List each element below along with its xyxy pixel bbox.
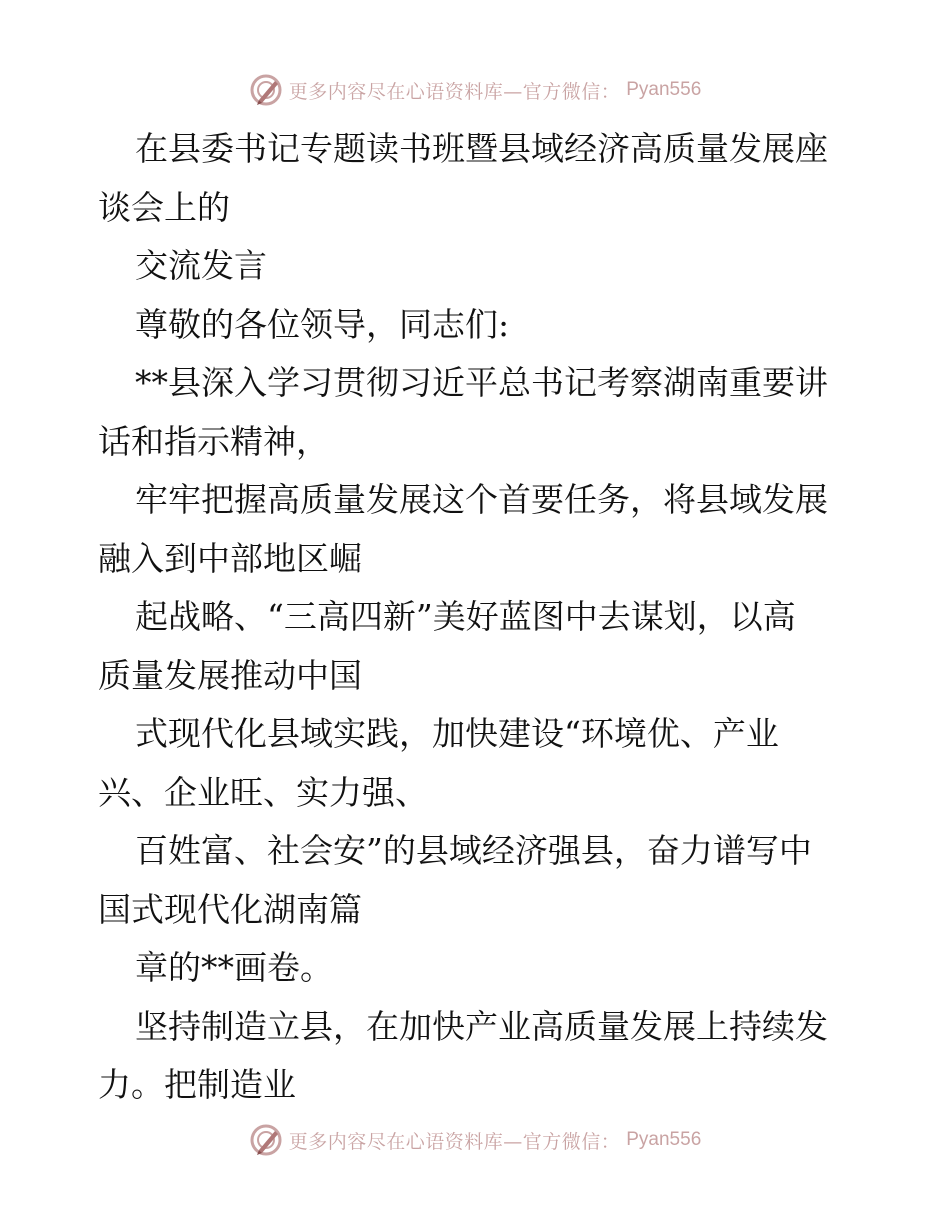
text-line: 起战略、“三高四新”美好蓝图中去谋划，以高 xyxy=(135,597,796,636)
text-line: 交流发言 xyxy=(135,246,267,285)
document-body xyxy=(98,120,858,1115)
watermark-account: Pyan556 xyxy=(626,79,702,100)
watermark-text: 更多内容尽在心语资料库—官方微信： xyxy=(288,1130,621,1153)
watermark-banner-bottom xyxy=(0,1120,950,1160)
text-line: 尊敬的各位领导，同志们: xyxy=(135,304,510,344)
text-line: 牢牢把握高质量发展这个首要任务，将县域发展 xyxy=(135,480,828,519)
pen-logo-icon xyxy=(249,1123,283,1157)
text-line: 在县委书记专题读书班暨县域经济高质量发展座 xyxy=(135,129,828,168)
text-line: 式现代化县域实践，加快建设“环境优、产业 xyxy=(135,714,779,753)
watermark-text: 更多内容尽在心语资料库—官方微信： xyxy=(288,80,621,103)
text-line: 坚持制造立县，在加快产业高质量发展上持续发 xyxy=(135,1006,828,1046)
text-line: 国式现代化湖南篇 xyxy=(98,889,362,929)
text-line: 谈会上的 xyxy=(98,187,230,227)
text-line: 质量发展推动中国 xyxy=(98,655,362,695)
text-line: 话和指示精神， xyxy=(98,421,329,461)
text-line: 百姓富、社会安”的县域经济强县，奋力谱写中 xyxy=(135,831,812,870)
text-line: 章的**画卷。 xyxy=(135,948,333,987)
watermark-banner-top xyxy=(0,70,950,110)
watermark-account: Pyan556 xyxy=(626,1129,702,1150)
text-line: 融入到中部地区崛 xyxy=(98,538,362,578)
text-line: **县深入学习贯彻习近平总书记考察湖南重要讲 xyxy=(135,363,828,402)
text-line: 兴、企业旺、实力强、 xyxy=(98,772,428,812)
text-line: 力。把制造业 xyxy=(98,1065,296,1104)
pen-logo-icon xyxy=(249,73,283,107)
